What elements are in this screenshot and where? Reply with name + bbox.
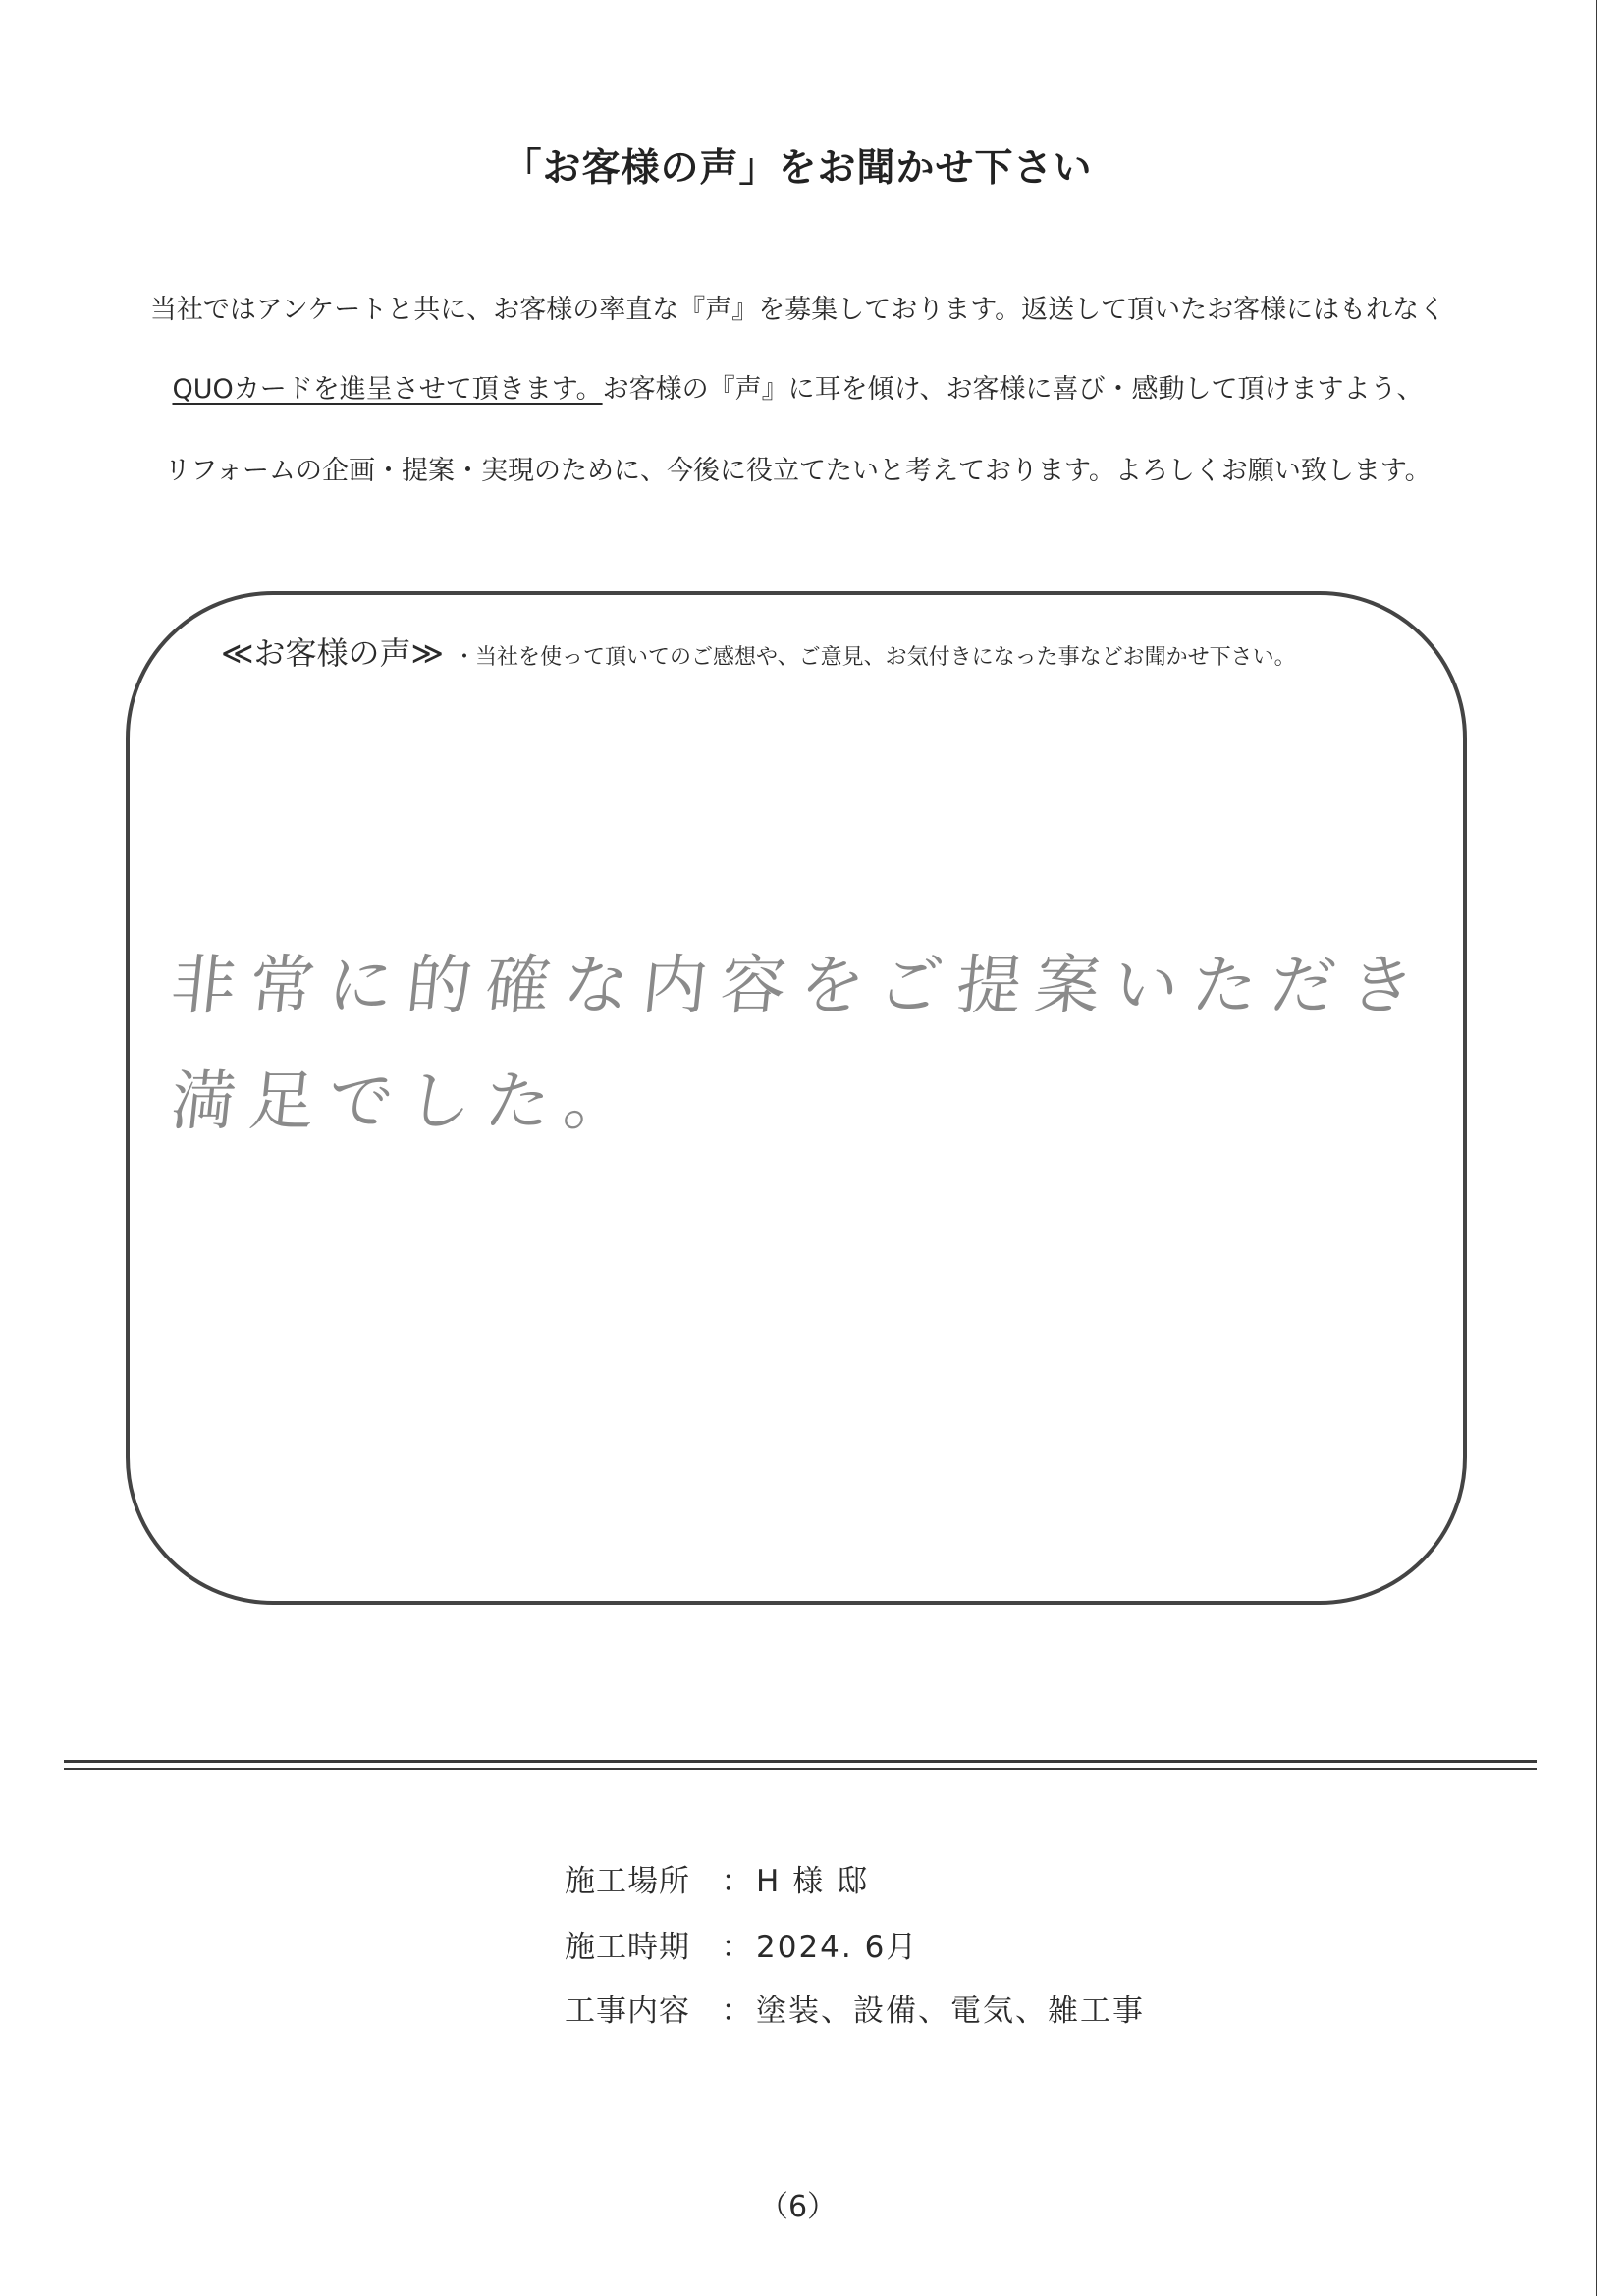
construction-content-label: 工事内容 [565,1994,690,2029]
construction-period-value: 2024. 6月 [756,1930,919,1965]
intro-line-3: リフォームの企画・提案・実現のために、今後に役立てたいと考えております。よろしくお願い致します。 [164,456,1432,486]
construction-location-label: 施工場所 [565,1864,690,1899]
construction-location-value: H 様 邸 [756,1864,870,1899]
handwritten-comment-line-1: 非常に的確な内容をご提案いただき [167,948,1433,1023]
separator: ： [721,1930,752,1965]
quo-card-notice: QUOカードを進呈させて頂きます。 [172,374,603,405]
intro-line-1: 当社ではアンケートと共に、お客様の率直な『声』を募集しております。返送して頂いたお客様にはもれなく [149,295,1446,325]
construction-content-row [565,1986,1145,2030]
page-title: 「お客様の声」をお聞かせ下さい [503,146,1093,191]
separator: ： [721,1994,752,2029]
construction-location-row [565,1856,869,1900]
handwritten-comment-line-2: 満足でした。 [167,1064,647,1139]
customer-voice-instruction: ・当社を使って頂いてのご感想や、ご意見、お気付きになった事などお聞かせ下さい。 [454,645,1296,670]
construction-period-label: 施工時期 [565,1930,690,1965]
separator: ： [721,1864,752,1899]
scan-edge-line [1596,0,1597,2296]
intro-line-2-rest: お客様の『声』に耳を傾け、お客様に喜び・感動して頂けますよう、 [602,374,1424,405]
customer-voice-label: ≪お客様の声≫ [221,634,445,672]
intro-line-2 [0,367,1596,406]
page-number: （6） [758,2190,838,2224]
construction-period-row [565,1922,918,1966]
double-divider-bottom [64,1768,1537,1770]
double-divider-top [64,1760,1537,1763]
customer-voice-header [221,629,1296,674]
construction-content-value: 塗装、設備、電気、雑工事 [756,1994,1145,2029]
